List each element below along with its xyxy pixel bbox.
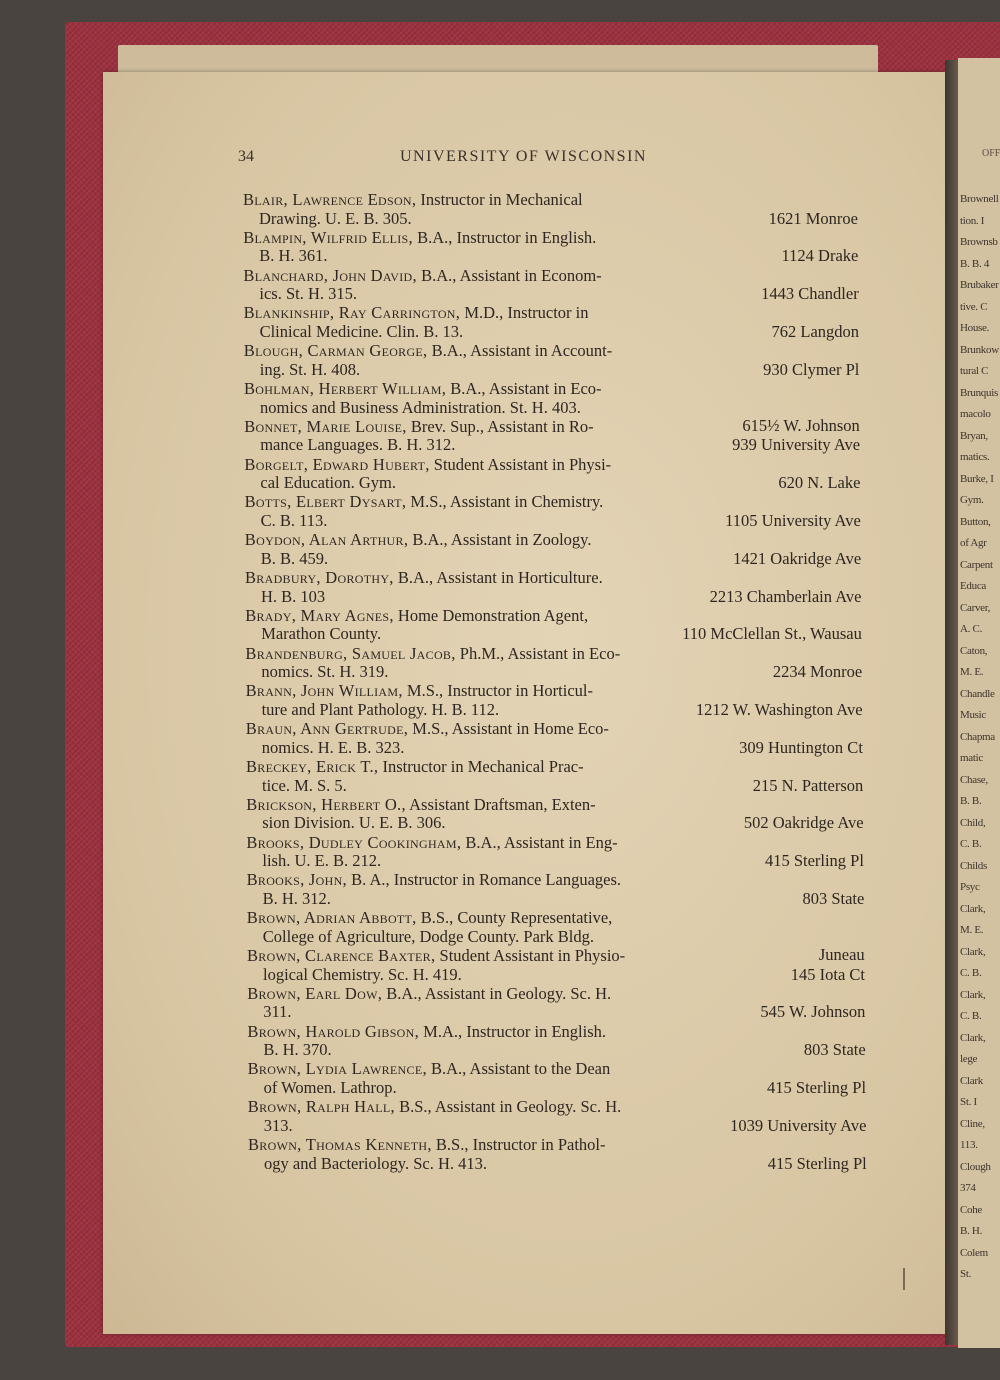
facing-page-fragment: Chandle xyxy=(960,687,995,700)
facing-page-fragment: Carpent xyxy=(960,558,993,571)
entry-second-line: Drawing. U. E. B. 305. xyxy=(259,208,412,228)
entry-second-line: College of Agriculture, Dodge County. Park Bldg. xyxy=(262,926,594,946)
entry-address: 2234 Monroe xyxy=(772,662,863,682)
facing-page-fragment: Brubaker xyxy=(960,279,999,291)
facing-page-fragment: 113. xyxy=(960,1139,978,1151)
entry-first-line xyxy=(244,416,594,436)
facing-page-fragment: Clark xyxy=(960,1074,983,1087)
facing-page-fragment: Brownell xyxy=(960,193,999,205)
entry-name: Bohlman, Herbert William, xyxy=(244,379,447,398)
entry-description: Instructor in Mechanical Prac- xyxy=(378,757,584,776)
entry-second-line: of Women. Lathrop. xyxy=(263,1078,397,1097)
page-number: 34 xyxy=(238,148,254,165)
entry-second-line: ture and Plant Pathology. H. B. 112. xyxy=(261,700,500,719)
entry-description: Brev. Sup., Assistant in Ro- xyxy=(406,416,594,436)
facing-page-fragment: Child, xyxy=(960,816,986,829)
entry-address: 803 State xyxy=(802,889,865,908)
entry-second-line: ics. St. H. 315. xyxy=(259,284,358,304)
entry-name: Brown, Adrian Abbott, xyxy=(246,908,417,928)
entry-first-line xyxy=(247,948,625,965)
entry-second-line: B. H. 312. xyxy=(262,889,331,908)
entry-name: Brown, Thomas Kenneth, xyxy=(248,1135,432,1154)
book-gutter xyxy=(945,60,959,1345)
entry-second-line: logical Chemistry. Sc. H. 419. xyxy=(263,964,462,984)
facing-page-header: OFF xyxy=(982,148,1000,159)
entry-first-line xyxy=(248,1137,606,1154)
facing-page-fragment: Chapma xyxy=(960,730,995,743)
facing-page-fragment: matic xyxy=(960,752,983,764)
entry-first-line xyxy=(243,192,583,209)
entry-first-line xyxy=(246,759,584,776)
entry-first-line xyxy=(244,454,612,474)
facing-page-fragment: Brunkow xyxy=(960,343,999,356)
entry-second-line: B. H. 370. xyxy=(263,1040,332,1060)
entry-description: Assistant Draftsman, Exten- xyxy=(405,794,596,814)
entry-description: Ph.M., Assistant in Eco- xyxy=(455,643,621,663)
entry-name: Brandenburg, Samuel Jacob, xyxy=(245,643,456,663)
entry-address: 930 Clymer Pl xyxy=(763,359,860,379)
entry-name: Brickson, Herbert O., xyxy=(246,794,406,814)
entry-address: 615½ W. Johnson xyxy=(742,416,860,436)
entry-address: 1039 University Ave xyxy=(730,1115,867,1135)
entry-description: B. A., Instructor in Romance Languages. xyxy=(346,870,622,890)
facing-page-fragment: Brunquis xyxy=(960,386,998,399)
entry-first-line xyxy=(247,910,613,927)
entry-first-line xyxy=(243,227,597,247)
entry-address: Juneau xyxy=(818,945,865,965)
entry-second-line: H. B. 103 xyxy=(261,586,326,606)
entry-address: 1105 University Ave xyxy=(725,511,861,530)
facing-page-fragment: tural C xyxy=(960,365,989,377)
facing-page-fragment: Clark, xyxy=(960,945,986,958)
entry-address: 415 Sterling Pl xyxy=(767,1153,867,1173)
facing-page-fragment: M. E. xyxy=(960,666,984,678)
entry-second-line: 311. xyxy=(263,1002,292,1022)
entry-description: B.S., County Representative, xyxy=(416,908,613,928)
entry-description: B.A., Assistant in Geology. Sc. H. xyxy=(382,983,612,1003)
entry-address: 1443 Chandler xyxy=(761,284,859,304)
entry-description: M.S., Assistant in Home Eco- xyxy=(408,719,609,739)
entry-name: Blough, Carman George, xyxy=(243,341,428,361)
entry-name: Bradbury, Dorothy, xyxy=(245,568,394,587)
facing-page-fragment: House. xyxy=(960,322,990,334)
entry-description: Instructor in Mechanical xyxy=(416,190,583,209)
entry-second-line: ogy and Bacteriology. Sc. H. 413. xyxy=(264,1153,488,1173)
facing-page-fragment: of Agr xyxy=(960,537,987,549)
facing-page-fragment: C. B. xyxy=(960,967,982,979)
entry-name: Brown, Ralph Hall, xyxy=(247,1097,395,1117)
facing-page-fragment: tion. I xyxy=(960,214,985,227)
entry-second-line: C. B. 113. xyxy=(260,511,328,530)
entry-description: B.A., Assistant in Econom- xyxy=(416,265,602,285)
entry-name: Brown, Harold Gibson, xyxy=(247,1021,420,1041)
facing-page-fragment: Clark, xyxy=(960,988,986,1001)
entry-address: 309 Huntington Ct xyxy=(739,737,863,757)
facing-page-fragment: St. I xyxy=(960,1096,977,1108)
entry-second-line: mance Languages. B. H. 312. xyxy=(260,435,456,455)
entry-name: Borgelt, Edward Hubert, xyxy=(244,454,430,474)
entry-second-line: B. H. 361. xyxy=(259,246,328,266)
entry-address: 415 Sterling Pl xyxy=(764,851,864,871)
entry-address: 215 N. Patterson xyxy=(752,775,864,795)
entry-second-line: nomics. St. H. 319. xyxy=(261,662,389,682)
entry-address: 1212 W. Washington Ave xyxy=(695,700,863,719)
entry-first-line xyxy=(245,532,592,549)
entry-name: Bonnet, Marie Louise, xyxy=(244,416,407,436)
facing-page-fragment: Cline, xyxy=(960,1117,985,1130)
entry-first-line xyxy=(248,1061,611,1078)
entry-description: B.A., Assistant in Eng- xyxy=(461,832,618,852)
facing-page-fragment: Educa xyxy=(960,580,986,592)
entry-name: Brown, Lydia Lawrence, xyxy=(247,1059,427,1079)
entry-name: Botts, Elbert Dysart, xyxy=(244,492,407,512)
facing-page-fragment: Bryan, xyxy=(960,429,988,442)
entry-name: Breckey, Erick T., xyxy=(246,757,379,776)
facing-page-fragment: macolo xyxy=(960,408,991,420)
entry-first-line xyxy=(247,872,621,889)
entry-first-line xyxy=(244,343,612,360)
page-mark xyxy=(903,1268,905,1290)
entry-name: Brann, John William, xyxy=(245,681,403,701)
previous-page-edge xyxy=(118,45,878,75)
facing-page-fragment: Cohe xyxy=(960,1203,983,1216)
facing-page-fragment: M. E. xyxy=(960,924,984,936)
entry-first-line xyxy=(243,265,602,285)
facing-page-fragment: Clough xyxy=(960,1160,991,1173)
entry-address: 1621 Monroe xyxy=(768,208,858,228)
entry-address: 1421 Oakridge Ave xyxy=(733,548,862,568)
facing-page-fragment: Music xyxy=(960,709,987,721)
entry-description: B.S., Instructor in Pathol- xyxy=(431,1135,606,1154)
facing-page-fragment: A. C. xyxy=(960,623,983,635)
facing-page-fragment: matics. xyxy=(960,451,990,463)
running-head: UNIVERSITY OF WISCONSIN xyxy=(400,148,647,165)
entry-first-line xyxy=(246,794,596,814)
facing-page-fragment: Clark, xyxy=(960,1031,986,1044)
entry-description: B.A., Assistant in Account- xyxy=(427,341,613,361)
entry-second-line: Marathon County. xyxy=(261,624,382,644)
entry-second-line: sion Division. U. E. B. 306. xyxy=(262,813,446,833)
facing-page-fragment: Burke, I xyxy=(960,472,994,485)
entry-name: Brown, Clarence Baxter, xyxy=(247,946,436,965)
facing-page-fragment: Gym. xyxy=(960,494,984,506)
entry-description: B.A., Assistant to the Dean xyxy=(426,1059,611,1079)
entry-address: 803 State xyxy=(803,1040,866,1060)
facing-page-fragment: B. H. xyxy=(960,1225,983,1237)
entry-description: B.A., Assistant in Eco- xyxy=(446,379,602,398)
entry-first-line xyxy=(246,721,609,738)
entry-first-line xyxy=(244,381,602,398)
entry-second-line: nomics. H. E. B. 323. xyxy=(261,737,405,757)
facing-page-fragment: Psyc xyxy=(960,881,980,893)
entry-address: 545 W. Johnson xyxy=(760,1002,866,1022)
entry-name: Blanchard, John David, xyxy=(243,265,417,285)
facing-page-fragment: Childs xyxy=(960,859,987,872)
entry-name: Brooks, John, xyxy=(246,870,347,890)
facing-page-fragment: Brownsb xyxy=(960,236,998,248)
entry-description: Home Demonstration Agent, xyxy=(393,605,589,625)
entry-second-line: cal Education. Gym. xyxy=(260,473,397,493)
facing-page-fragment: tive. C xyxy=(960,300,988,313)
facing-page-fragment: C. B. xyxy=(960,1010,982,1022)
entry-name: Blankinship, Ray Carrington, xyxy=(243,303,461,323)
entry-first-line xyxy=(246,683,593,700)
entry-description: B.A., Assistant in Horticulture. xyxy=(393,568,603,587)
entry-address: 1124 Drake xyxy=(781,246,859,266)
entry-first-line xyxy=(247,1021,607,1041)
entry-description: M.D., Instructor in xyxy=(460,303,589,323)
entry-name: Braun, Ann Gertrude, xyxy=(245,719,409,739)
entry-name: Blampin, Wilfrid Ellis, xyxy=(243,227,413,247)
entry-first-line xyxy=(248,1099,621,1116)
entry-address: 415 Sterling Pl xyxy=(767,1078,867,1097)
entry-first-line xyxy=(245,643,621,663)
entry-address: 620 N. Lake xyxy=(778,473,861,493)
entry-name: Brady, Mary Agnes, xyxy=(245,605,394,625)
facing-page-fragment: St. xyxy=(960,1268,972,1280)
entry-address: 939 University Ave xyxy=(732,435,861,455)
entry-name: Brooks, Dudley Cookingham, xyxy=(246,832,462,852)
entry-first-line xyxy=(244,305,589,322)
facing-page xyxy=(958,58,1000,1348)
facing-page-fragment: Button, xyxy=(960,515,991,528)
entry-first-line xyxy=(247,983,612,1003)
entry-second-line: B. B. 459. xyxy=(260,548,329,568)
entry-name: Boydon, Alan Arthur, xyxy=(244,530,409,550)
entry-first-line xyxy=(245,494,604,511)
entry-description: B.A., Instructor in English. xyxy=(412,227,597,247)
entry-first-line xyxy=(245,605,589,625)
facing-page-fragment: Carver, xyxy=(960,601,991,614)
facing-page-fragment: 374 xyxy=(960,1182,976,1194)
entry-address: 145 Iota Ct xyxy=(790,964,865,984)
entry-address: 2213 Chamberlain Ave xyxy=(709,586,862,606)
facing-page-fragment: Chase, xyxy=(960,773,988,786)
entry-name: Blair, Lawrence Edson, xyxy=(243,190,417,209)
facing-page-fragment: Colem xyxy=(960,1246,988,1259)
facing-page-fragment: Clark, xyxy=(960,902,986,915)
entry-second-line: ing. St. H. 408. xyxy=(259,359,361,379)
entry-second-line: lish. U. E. B. 212. xyxy=(262,851,382,871)
entry-description: B.A., Assistant in Zoology. xyxy=(408,530,592,550)
entry-first-line xyxy=(245,570,603,587)
entry-second-line: tice. M. S. 5. xyxy=(262,775,347,795)
entry-address: 762 Langdon xyxy=(771,322,860,341)
facing-page-fragment: Caton, xyxy=(960,644,988,657)
entry-description: M.S., Assistant in Chemistry. xyxy=(406,492,604,512)
entry-second-line: Clinical Medicine. Clin. B. 13. xyxy=(259,322,464,341)
entry-first-line xyxy=(246,832,618,852)
facing-page-fragment: C. B. xyxy=(960,838,982,850)
entry-description: B.S., Assistant in Geology. Sc. H. xyxy=(394,1097,622,1117)
entry-name: Brown, Earl Dow, xyxy=(247,983,383,1003)
facing-page-fragment: lege xyxy=(960,1053,978,1065)
entry-second-line: 313. xyxy=(263,1115,293,1135)
entry-description: M.S., Instructor in Horticul- xyxy=(402,681,593,701)
entry-description: M.A., Instructor in English. xyxy=(419,1021,607,1041)
facing-page-fragment: B. B. 4 xyxy=(960,257,990,270)
entry-description: Student Assistant in Physio- xyxy=(435,946,626,965)
entry-second-line: nomics and Business Administration. St. H. 403. xyxy=(260,397,581,417)
entry-address: 502 Oakridge Ave xyxy=(743,813,864,833)
entry-address: 110 McClellan St., Wausau xyxy=(682,624,862,644)
facing-page-fragment: B. B. xyxy=(960,795,982,807)
entry-description: Student Assistant in Physi- xyxy=(429,454,612,474)
